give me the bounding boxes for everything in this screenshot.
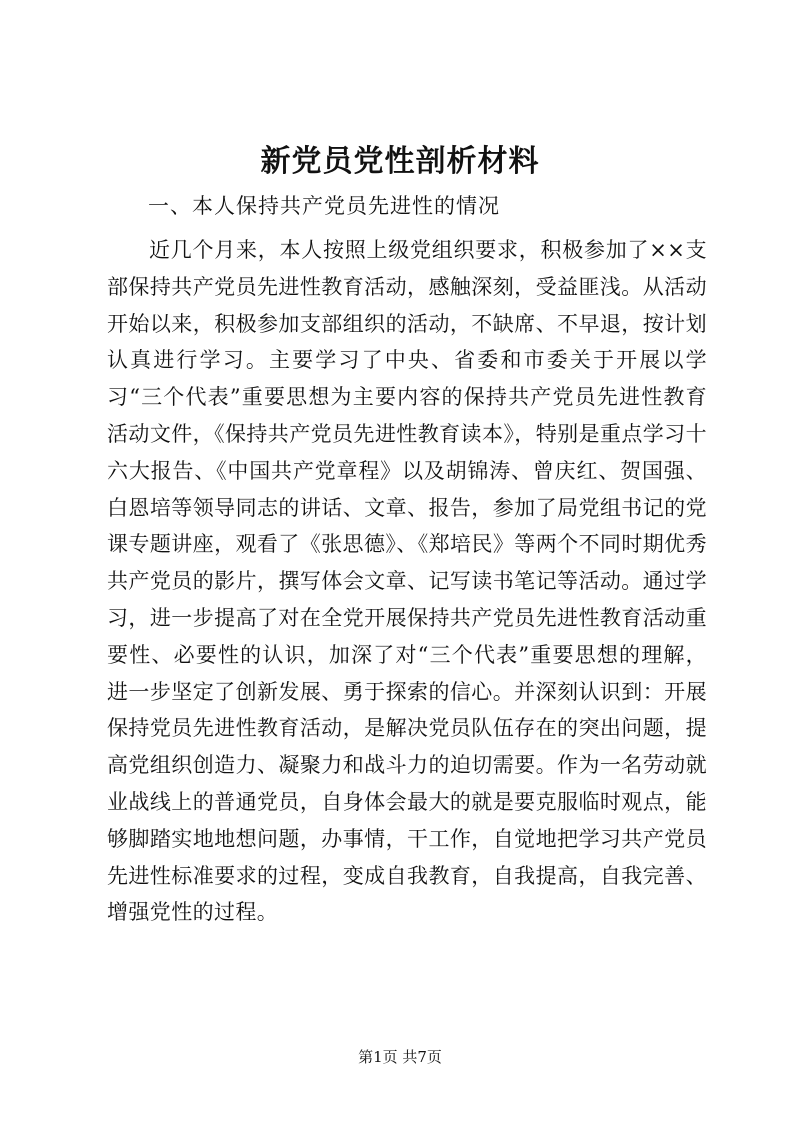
body-paragraph: 近几个月来，本人按照上级党组织要求，积极参加了××支部保持共产党员先进性教育活动，感触深刻，受益匪浅。从活动开始以来，积极参加支部组织的活动，不缺席、不早退，按计划认真进行学习。主要学习了中央、省委和市委关于开展以学习“三个代表”重要思想为主要内容的保持共产党员先进性教育活动文件，《保持共产党员先进性教育读本》，特别是重点学习十六大报告、《中国共产党章程》以及胡锦涛、曾庆红、贺国强、白恩培等领导同志的讲话、文章、报告，参加了局党组书记的党课专题讲座，观看了《张思德》、《郑培民》等两个不同时期优秀共产党员的影片，撰写体会文章、记写读书笔记等活动。通过学习，进一步提高了对在全党开展保持共产党员先进性教育活动重要性、必要性的认识，加深了对“三个代表”重要思想的理解，进一步坚定了创新发展、勇于探索的信心。并深刻认识到：开展保持党员先进性教育活动，是解决党员队伍存在的突出问题，提高党组织创造力、凝聚力和战斗力的迫切需要。作为一名劳动就业战线上的普通党员，自身体会最大的就是要克服临时观点，能够脚踏实地地想问题，办事情，干工作，自觉地把学习共产党员先进性标准要求的过程，变成自我教育，自我提高，自我完善、增强党性的过程。 [107,238,707,925]
page-footer: 第1页 共7页 [358,1048,442,1066]
page-title: 新党员党性剖析材料 [260,144,540,179]
section-heading: 一、本人保持共产党员先进性的情况 [148,194,500,218]
